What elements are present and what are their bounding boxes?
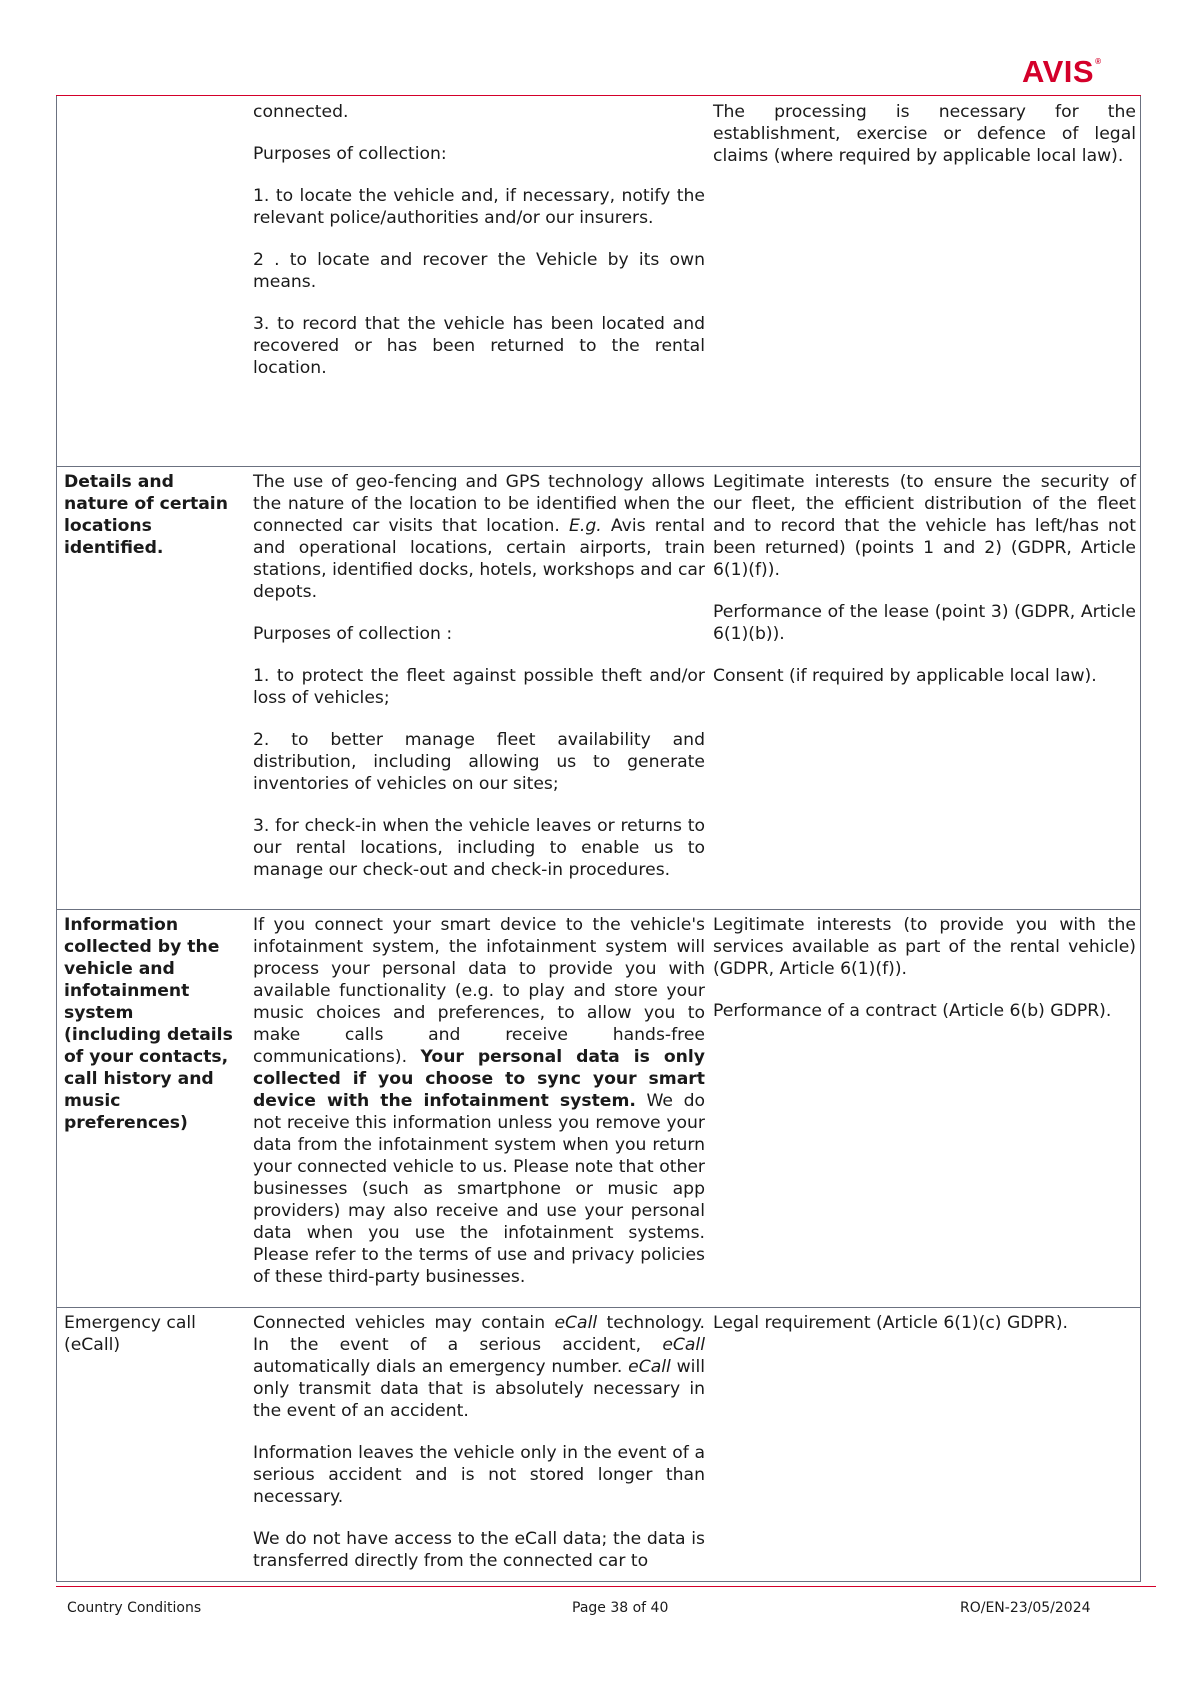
row-legal-basis: The processing is necessary for the establishment, exercise or defence of legal claims (where required by applicable local law). bbox=[713, 102, 1136, 166]
table-row bbox=[57, 466, 1140, 904]
footer-rule bbox=[56, 1586, 1156, 1587]
row-heading: Emergency call (eCall) bbox=[64, 1313, 196, 1355]
page-number: Page 38 of 40 bbox=[572, 1600, 669, 1616]
table-row bbox=[57, 1307, 1140, 1582]
table-row bbox=[57, 909, 1140, 1300]
footer-left: Country Conditions bbox=[67, 1600, 202, 1616]
row-legal-basis: Legitimate interests (to ensure the security of our fleet, the efficient distribution of the fleet and to record that the vehicle has left/has not been returned) (points 1 and 2) (GDPR, Article 6(1)(f)). Performance of the lease (point 3) (GDPR, Article 6(1)(b)). Consent (if required by applicable local law). bbox=[713, 472, 1136, 686]
row-description: The use of geo-fencing and GPS technology allows the nature of the location to be identified when the connected car visits that location. E.g. Avis rental and operational locations, certain airports, train stations, identified docks, hotels, workshops and car depots. Purposes of collection : 1. to protect the fleet against possible theft and/or loss of vehicles; 2. to better manage fleet availability and distribution, including allowing us to generate inventories of vehicles on our sites; 3. for check-in when the vehicle leaves or returns to our rental locations, including to enable us to manage our check-out and check-in procedures. bbox=[253, 472, 705, 880]
row-description: If you connect your smart device to the vehicle's infotainment system, the infotainment system will process your personal data to provide you with available functionality (e.g. to play and store your music choices and preferences, to allow you to make calls and receive hands-free communications). Your personal data is only collected if you choose to sync your smart device with the infotainment system. We do not receive this information unless you remove your data from the infotainment system when you return your connected vehicle to us. Please note that other businesses (such as smartphone or music app providers) may also receive and use your personal data when you use the infotainment systems. Please refer to the terms of use and privacy policies of these third-party businesses. bbox=[253, 915, 706, 1287]
avis-logo: AVIS® bbox=[1022, 54, 1102, 89]
row-legal-basis: Legal requirement (Article 6(1)(c) GDPR). bbox=[713, 1313, 1068, 1333]
row-heading: Details and nature of certain locations identified. bbox=[64, 472, 228, 558]
data-processing-table bbox=[56, 96, 1141, 1582]
table-row bbox=[57, 101, 1140, 461]
document-reference: RO/EN-23/05/2024 bbox=[960, 1600, 1091, 1616]
row-description: connected. Purposes of collection: 1. to locate the vehicle and, if necessary, notify the relevant police/authorities and/or our insurers. 2 . to locate and recover the Vehicle by its own means. 3. to record that the vehicle has been located and recovered or has been returned to the rental location. bbox=[253, 102, 705, 378]
row-legal-basis: Legitimate interests (to provide you with the services available as part of the rental vehicle) (GDPR, Article 6(1)(f)). Performance of a contract (Article 6(b) GDPR). bbox=[713, 915, 1136, 1021]
row-heading: Information collected by the vehicle and infotainment system (including details of your contacts, call history and music preferences) bbox=[64, 915, 233, 1133]
row-description: Connected vehicles may contain eCall technology. In the event of a serious accident, eCall automatically dials an emergency number. eCall will only transmit data that is absolutely necessary in the event of an accident. Information leaves the vehicle only in the event of a serious accident and is not stored longer than necessary. We do not have access to the eCall data; the data is transferred directly from the connected car to bbox=[253, 1313, 705, 1571]
